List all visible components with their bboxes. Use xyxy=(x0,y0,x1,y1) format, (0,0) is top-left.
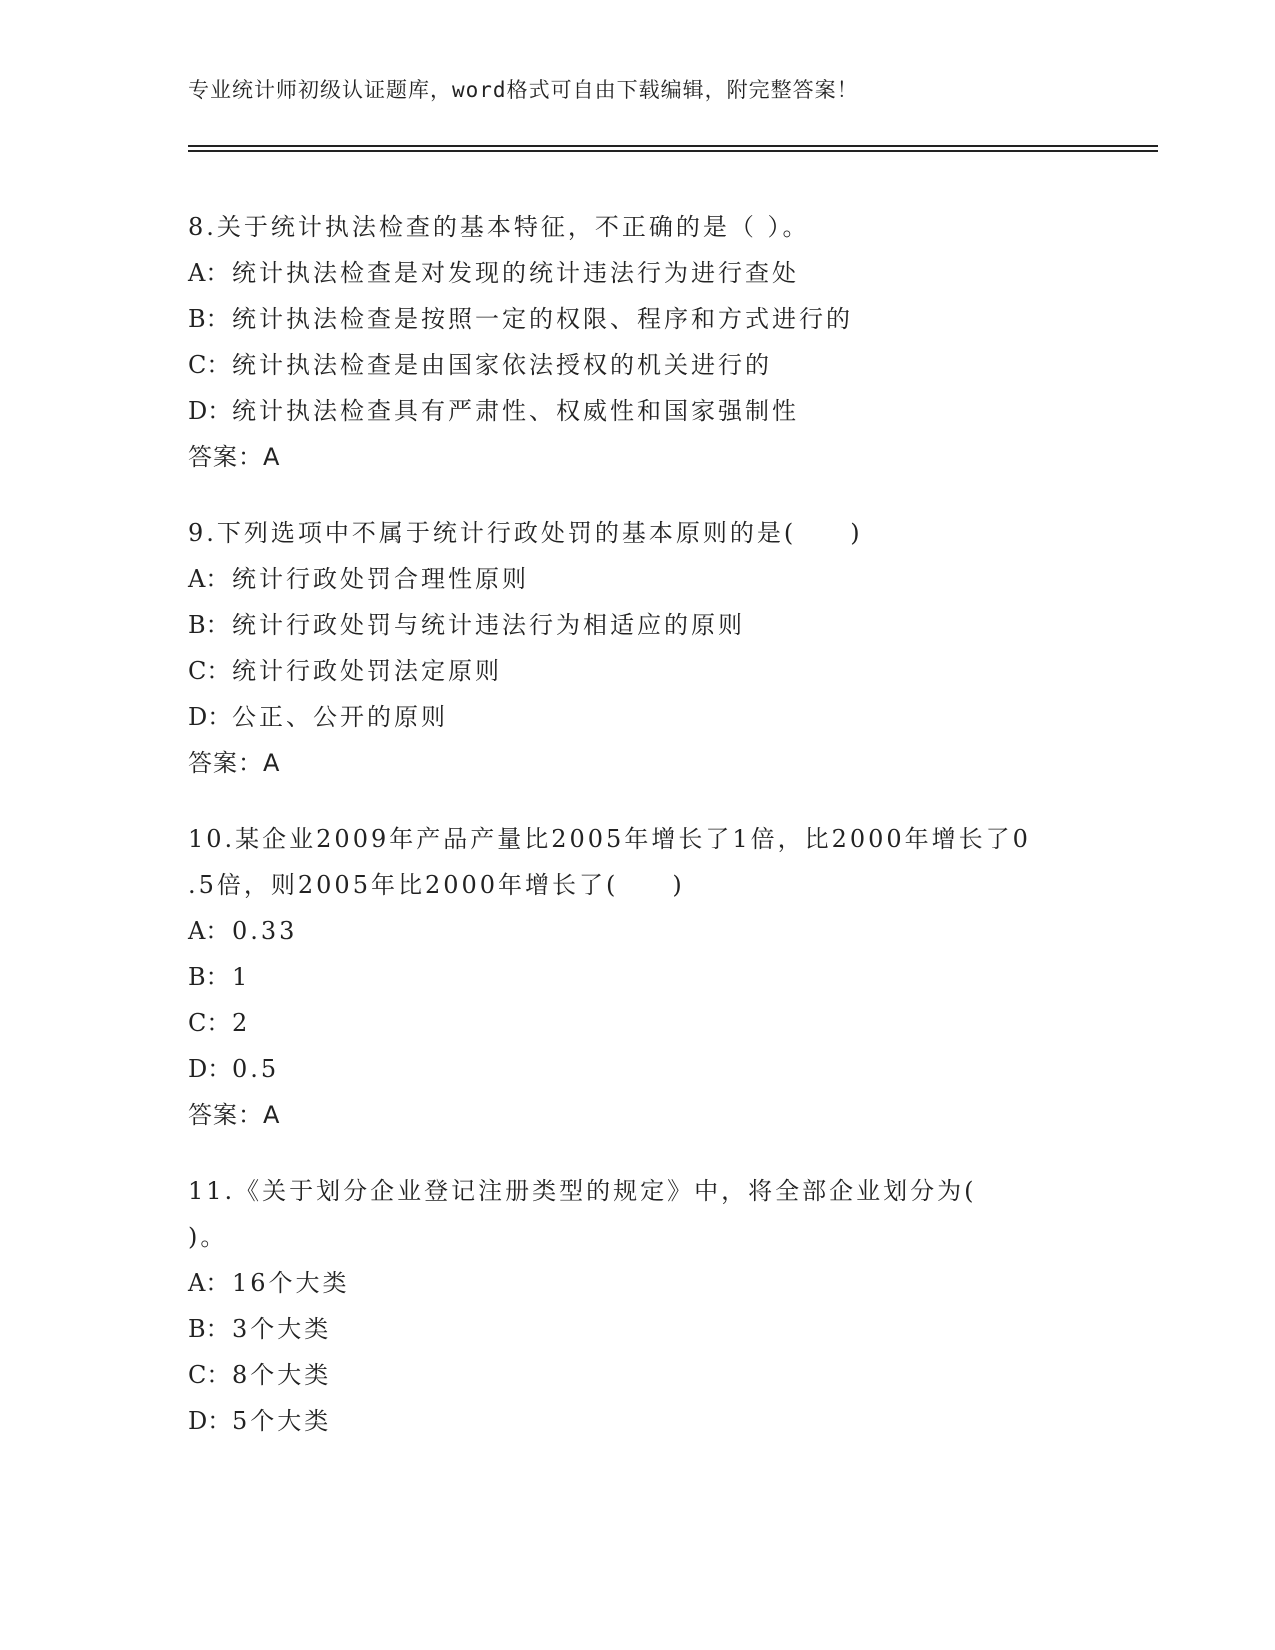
option-text: 5个大类 xyxy=(232,1407,332,1435)
option-a xyxy=(188,250,1088,296)
option-text: 8个大类 xyxy=(232,1361,332,1389)
option-letter: D： xyxy=(188,703,232,731)
option-text: 统计执法检查是按照一定的权限、程序和方式进行的 xyxy=(232,305,853,333)
question-stem-continued: )。 xyxy=(188,1223,228,1251)
option-letter: A： xyxy=(188,259,230,287)
option-text: 2 xyxy=(232,1009,251,1037)
question-8 xyxy=(188,204,1088,480)
option-b xyxy=(188,602,1088,648)
option-a xyxy=(188,1260,1088,1306)
question-10 xyxy=(188,816,1088,1138)
option-letter: A： xyxy=(188,1269,230,1297)
header-title: 专业统计师初级认证题库，word格式可自由下载编辑，附完整答案！ xyxy=(188,78,859,102)
option-text: 16个大类 xyxy=(232,1269,350,1297)
question-stem: 9.下列选项中不属于统计行政处罚的基本原则的是( ) xyxy=(188,519,863,547)
answer-line: 答案：A xyxy=(188,443,281,471)
option-letter: C： xyxy=(188,351,231,379)
option-text: 统计行政处罚合理性原则 xyxy=(232,565,529,593)
option-letter: C： xyxy=(188,1009,231,1037)
option-d xyxy=(188,694,1088,740)
option-b xyxy=(188,1306,1088,1352)
option-letter: D： xyxy=(188,1055,232,1083)
option-text: 1 xyxy=(232,963,251,991)
option-letter: C： xyxy=(188,1361,231,1389)
option-letter: B： xyxy=(188,963,230,991)
option-d xyxy=(188,1398,1088,1444)
option-text: 统计行政处罚法定原则 xyxy=(232,657,502,685)
question-stem: 11.《关于划分企业登记注册类型的规定》中，将全部企业划分为( xyxy=(188,1177,977,1205)
question-11 xyxy=(188,1168,1088,1444)
option-d xyxy=(188,388,1088,434)
answer-line: 答案：A xyxy=(188,1101,281,1129)
header-rule xyxy=(188,145,1158,147)
option-letter: A： xyxy=(188,565,230,593)
option-b xyxy=(188,954,1088,1000)
option-text: 统计执法检查是对发现的统计违法行为进行查处 xyxy=(232,259,799,287)
header-rule-secondary xyxy=(188,150,1158,152)
option-c xyxy=(188,1000,1088,1046)
option-text: 公正、公开的原则 xyxy=(232,703,448,731)
option-letter: B： xyxy=(188,305,230,333)
option-a xyxy=(188,556,1088,602)
question-list xyxy=(188,204,1088,1474)
question-9 xyxy=(188,510,1088,786)
option-c xyxy=(188,342,1088,388)
option-c xyxy=(188,1352,1088,1398)
question-stem: 8.关于统计执法检查的基本特征，不正确的是（ ）。 xyxy=(188,213,810,241)
option-letter: C： xyxy=(188,657,231,685)
question-stem-continued: .5倍，则2005年比2000年增长了( ) xyxy=(188,871,685,899)
option-letter: A： xyxy=(188,917,230,945)
option-text: 0.33 xyxy=(232,917,298,945)
option-letter: B： xyxy=(188,611,230,639)
option-b xyxy=(188,296,1088,342)
option-text: 3个大类 xyxy=(232,1315,332,1343)
option-letter: D： xyxy=(188,1407,232,1435)
option-text: 统计执法检查具有严肃性、权威性和国家强制性 xyxy=(232,397,799,425)
option-text: 统计执法检查是由国家依法授权的机关进行的 xyxy=(232,351,772,379)
option-c xyxy=(188,648,1088,694)
option-text: 统计行政处罚与统计违法行为相适应的原则 xyxy=(232,611,745,639)
option-letter: B： xyxy=(188,1315,230,1343)
option-d xyxy=(188,1046,1088,1092)
option-letter: D： xyxy=(188,397,232,425)
question-stem: 10.某企业2009年产品产量比2005年增长了1倍，比2000年增长了0 xyxy=(188,825,1031,853)
option-text: 0.5 xyxy=(232,1055,280,1083)
option-a xyxy=(188,908,1088,954)
answer-line: 答案：A xyxy=(188,749,281,777)
